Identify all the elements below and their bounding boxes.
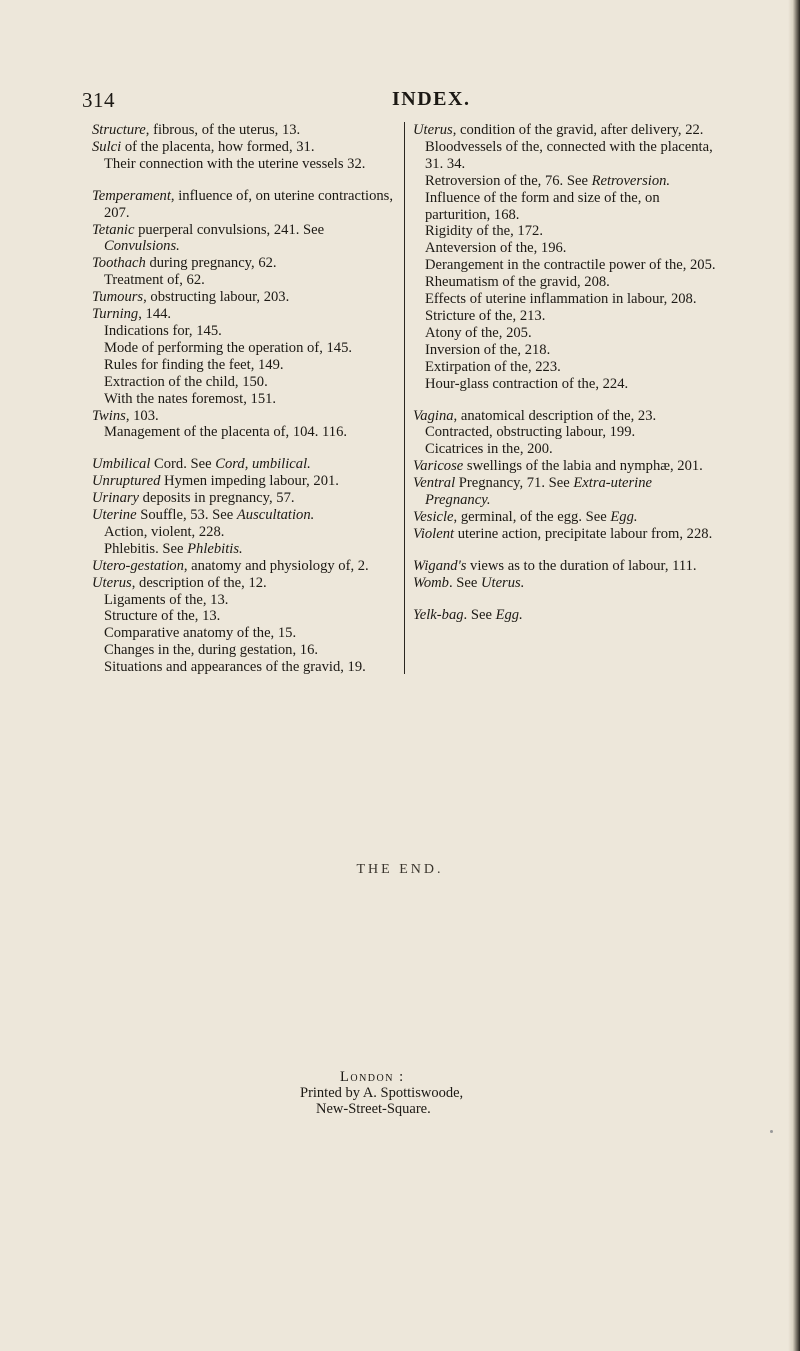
entry-heading: Wigand's: [413, 557, 467, 574]
index-entry: [413, 607, 721, 624]
entry-heading: Womb: [413, 574, 449, 591]
entry-heading: Turning: [92, 306, 139, 323]
index-entry: [92, 188, 399, 222]
index-subentry: [92, 659, 399, 676]
index-entry: [413, 408, 721, 425]
entry-heading: Yelk-bag: [413, 606, 464, 623]
index-subentry: [413, 223, 721, 240]
entry-heading: Uterus: [92, 574, 132, 591]
index-subentry: [413, 139, 721, 173]
index-subentry: [92, 374, 399, 391]
index-subentry: [92, 340, 399, 357]
entry-text: Rigidity of the, 172.: [425, 223, 543, 240]
cross-reference: Egg.: [610, 508, 638, 525]
index-subentry: [92, 156, 399, 173]
entry-text: puerperal convulsions, 241. See: [134, 221, 325, 238]
entry-heading: Structure: [92, 122, 146, 138]
entry-text: Indications for, 145.: [104, 322, 222, 339]
index-subentry: [413, 257, 721, 274]
index-entry: [413, 509, 721, 526]
entry-text: Retroversion of the, 76. See: [425, 172, 592, 189]
cross-reference: Uterus.: [480, 574, 525, 591]
entry-heading: Varicose: [413, 458, 464, 475]
entry-text: Cicatrices in the, 200.: [425, 441, 553, 458]
entry-text: of the placenta, how formed, 31.: [121, 138, 315, 155]
index-entry: [92, 222, 399, 256]
index-subentry: [413, 359, 721, 376]
index-entry: [92, 456, 399, 473]
index-entry: [413, 475, 721, 509]
index-column-right: [413, 122, 721, 623]
paper-speck: [770, 1130, 773, 1133]
page-header: [0, 88, 800, 112]
entry-text: , fibrous, of the uterus, 13.: [145, 122, 301, 138]
index-subentry: [92, 642, 399, 659]
entry-text: Ligaments of the, 13.: [104, 591, 229, 608]
cross-reference: Retroversion.: [591, 172, 671, 189]
index-subentry: [413, 441, 721, 458]
entry-text: Hour-glass contraction of the, 224.: [425, 375, 629, 392]
entry-text: Structure of the, 13.: [104, 608, 221, 625]
index-entry: [92, 575, 399, 592]
index-entry: [92, 139, 399, 156]
the-end-label: THE END.: [356, 862, 444, 877]
entry-text: Changes in the, during gestation, 16.: [104, 642, 319, 659]
index-subentry: [413, 308, 721, 325]
index-entry: [92, 558, 399, 575]
entry-heading: Utero-gestation: [92, 557, 184, 574]
entry-text: Derangement in the contractile power of the, 205.: [425, 257, 716, 274]
entry-text: uterine action, precipitate labour from, 228.: [454, 525, 713, 542]
entry-text: With the nates foremost, 151.: [104, 390, 277, 407]
entry-text: , influence of, on uterine contractions, 207.: [104, 187, 393, 221]
entry-heading: Sulci: [92, 138, 122, 155]
entry-heading: Vesicle: [413, 508, 454, 525]
entry-text: Pregnancy, 71. See: [455, 475, 574, 492]
entry-text: Extirpation of the, 223.: [425, 358, 561, 375]
index-entry: [413, 575, 721, 592]
imprint-printer: Printed by A. Spottiswoode,: [300, 1085, 464, 1101]
entry-text: deposits in pregnancy, 57.: [139, 490, 295, 507]
cross-reference: Phlebitis.: [187, 540, 243, 557]
entry-text: , anatomy and physiology of, 2.: [183, 557, 369, 574]
entry-text: Their connection with the uterine vessels 32.: [104, 155, 366, 172]
index-subentry: [92, 391, 399, 408]
index-subentry: [413, 173, 721, 190]
printer-imprint: [300, 1069, 463, 1117]
imprint-address: New-Street-Square.: [316, 1101, 431, 1117]
index-subentry: [92, 524, 399, 541]
index-subentry: [92, 625, 399, 642]
entry-heading: Umbilical: [92, 456, 151, 473]
page-edge-shadow: [788, 0, 800, 1351]
index-entry: [92, 507, 399, 524]
page-number: 314: [82, 88, 115, 112]
entry-heading: Twins: [92, 407, 126, 424]
index-entry: [413, 122, 721, 139]
index-entry: [92, 122, 399, 139]
entry-text: Atony of the, 205.: [425, 324, 532, 341]
index-entry: [92, 490, 399, 507]
entry-text: Rules for finding the feet, 149.: [104, 356, 284, 373]
index-subentry: [413, 190, 721, 224]
index-subentry: [92, 592, 399, 609]
entry-heading: Uterus: [413, 122, 453, 138]
index-entry: [92, 408, 399, 425]
index-subentry: [92, 424, 399, 441]
entry-text: , 103.: [125, 407, 159, 424]
index-entry: [413, 558, 721, 575]
index-entry: [413, 458, 721, 475]
index-subentry: [413, 424, 721, 441]
entry-text: Extraction of the child, 150.: [104, 373, 268, 390]
entry-text: Treatment of, 62.: [104, 272, 205, 289]
entry-heading: Uterine: [92, 507, 137, 524]
entry-text: during pregnancy, 62.: [145, 255, 277, 272]
index-subentry: [92, 541, 399, 558]
column-divider: [404, 122, 405, 674]
entry-heading: Urinary: [92, 490, 140, 507]
entry-text: . See: [448, 574, 481, 591]
entry-heading: Violent: [413, 525, 455, 542]
index-entry: [92, 255, 399, 272]
running-title: INDEX.: [392, 88, 471, 110]
entry-text: Influence of the form and size of the, on parturition, 168.: [425, 189, 660, 223]
entry-text: Cord. See: [150, 456, 216, 473]
index-subentry: [92, 357, 399, 374]
entry-text: views as to the duration of labour, 111.: [466, 557, 697, 574]
cross-reference: Cord, umbilical.: [215, 456, 311, 473]
cross-reference: Convulsions.: [104, 238, 180, 255]
entry-text: Stricture of the, 213.: [425, 307, 546, 324]
entry-text: , germinal, of the egg. See: [453, 508, 611, 525]
entry-heading: Ventral: [413, 475, 456, 492]
index-subentry: [413, 240, 721, 257]
entry-text: , anatomical description of the, 23.: [453, 407, 657, 424]
entry-text: . See: [463, 606, 496, 623]
entry-heading: Temperament: [92, 187, 171, 204]
entry-text: , obstructing labour, 203.: [143, 289, 290, 306]
entry-heading: Unruptured: [92, 473, 161, 490]
entry-heading: Tetanic: [92, 221, 135, 238]
entry-text: , description of the, 12.: [131, 574, 267, 591]
index-subentry: [92, 608, 399, 625]
index-subentry: [413, 291, 721, 308]
index-subentry: [92, 323, 399, 340]
index-entry: [92, 473, 399, 490]
index-subentry: [413, 325, 721, 342]
cross-reference: Extra-uterine Pregnancy.: [425, 475, 652, 509]
index-entry: [92, 306, 399, 323]
entry-text: Action, violent, 228.: [104, 523, 225, 540]
entry-text: Rheumatism of the gravid, 208.: [425, 274, 610, 291]
entry-text: Situations and appearances of the gravid, 19.: [104, 659, 366, 676]
entry-text: Souffle, 53. See: [136, 507, 237, 524]
index-subentry: [413, 376, 721, 393]
entry-text: Management of the placenta of, 104. 116.: [104, 424, 348, 441]
entry-text: Anteversion of the, 196.: [425, 240, 567, 257]
entry-text: Effects of uterine inflammation in labour, 208.: [425, 291, 697, 308]
cross-reference: Egg.: [495, 606, 523, 623]
index-subentry: [413, 342, 721, 359]
index-subentry: [92, 272, 399, 289]
index-entry: [92, 289, 399, 306]
index-column-left: [92, 122, 399, 676]
entry-text: Phlebitis. See: [104, 540, 188, 557]
entry-heading: Toothach: [92, 255, 146, 272]
entry-heading: Tumours: [92, 289, 144, 306]
index-subentry: [413, 274, 721, 291]
index-entry: [413, 526, 721, 543]
imprint-city: London :: [340, 1069, 405, 1085]
entry-text: Inversion of the, 218.: [425, 341, 551, 358]
entry-text: swellings of the labia and nymphæ, 201.: [463, 458, 703, 475]
entry-text: Comparative anatomy of the, 15.: [104, 625, 297, 642]
entry-text: , 144.: [138, 306, 172, 323]
cross-reference: Auscultation.: [236, 507, 315, 524]
entry-text: Hymen impeding labour, 201.: [160, 473, 339, 490]
entry-text: Mode of performing the operation of, 145.: [104, 339, 353, 356]
entry-text: Bloodvessels of the, connected with the placenta, 31. 34.: [425, 138, 713, 172]
entry-heading: Vagina: [413, 407, 454, 424]
entry-text: , condition of the gravid, after delivery, 22.: [452, 122, 704, 138]
entry-text: Contracted, obstructing labour, 199.: [425, 424, 636, 441]
